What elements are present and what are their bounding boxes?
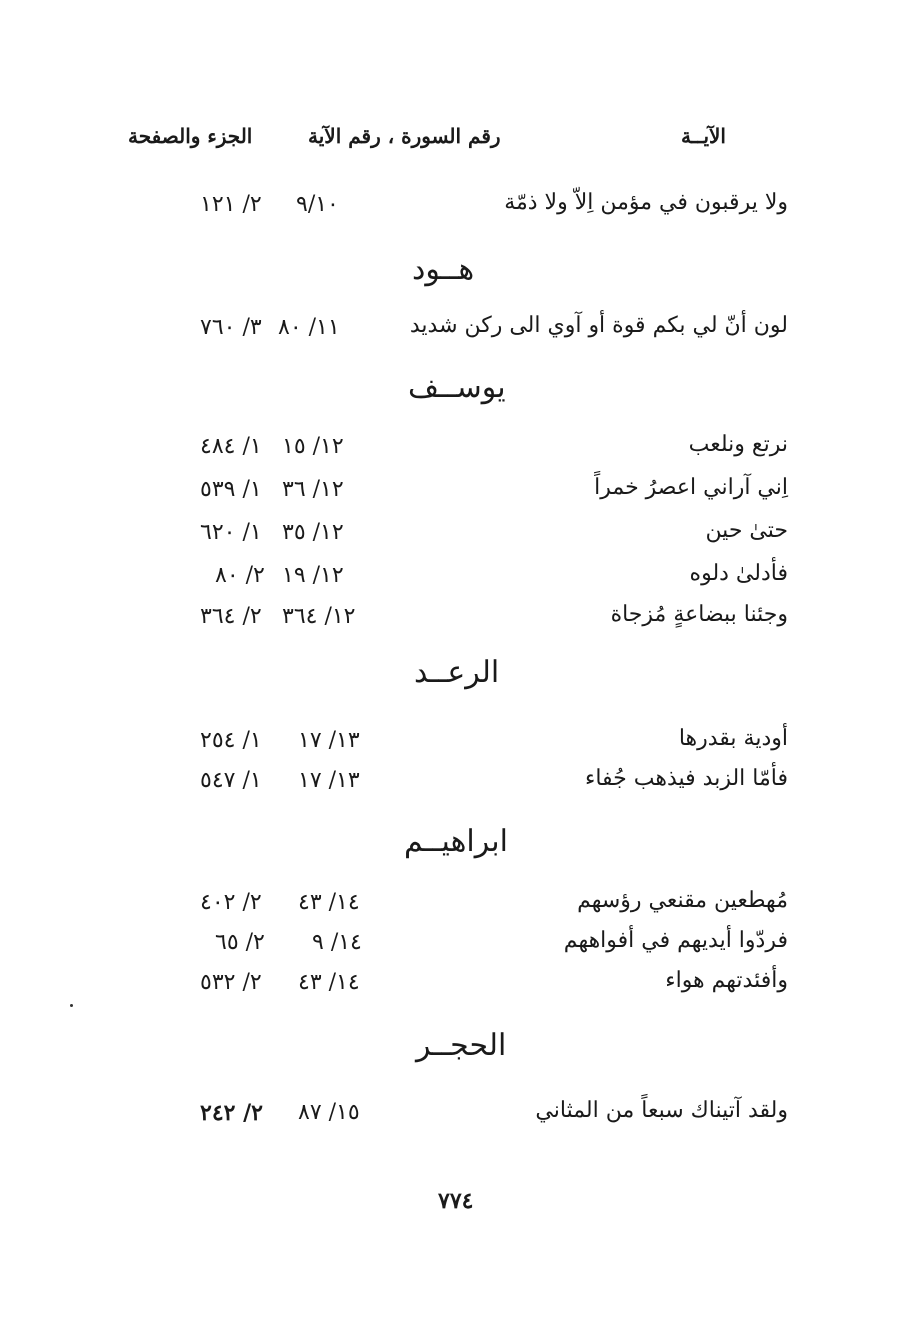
verse-text: فأمّا الزبد فيذهب جُفاء bbox=[585, 766, 788, 791]
header-ayah: الآيــة bbox=[681, 124, 726, 148]
sura-title-rad: الرعــد bbox=[414, 655, 500, 690]
verse-text: ولا يرقبون في مؤمن اِلاّ ولا ذمّة bbox=[504, 190, 788, 215]
verse-text: أودية بقدرها bbox=[678, 726, 788, 751]
sura-ayah-ref: ١٥/ ٨٧ bbox=[298, 1100, 360, 1125]
scan-speck bbox=[70, 1004, 73, 1007]
part-page-ref: ٢/ ٤٠٢ bbox=[200, 890, 262, 915]
sura-title-hud: هــود bbox=[412, 252, 475, 287]
sura-ayah-ref: ٩/١٠ bbox=[296, 192, 339, 217]
part-page-ref: ١/ ٦٢٠ bbox=[200, 520, 262, 545]
part-page-ref: ١/ ٢٥٤ bbox=[200, 728, 262, 753]
part-page-ref: ٢/ ١٢١ bbox=[200, 192, 262, 217]
verse-text: فأدلىٰ دلوه bbox=[689, 561, 788, 586]
part-page-ref: ١/ ٥٤٧ bbox=[200, 768, 262, 793]
part-page-ref: ١/ ٤٨٤ bbox=[200, 434, 262, 459]
sura-ayah-ref: ١٣/ ١٧ bbox=[298, 768, 360, 793]
verse-text: ولقد آتيناك سبعاً من المثاني bbox=[535, 1098, 788, 1123]
sura-ayah-ref: ١٢/ ٣٥ bbox=[282, 520, 344, 545]
part-page-ref: ٢/ ٣٦٤ bbox=[200, 604, 262, 629]
sura-title-yusuf: يوســف bbox=[408, 370, 506, 405]
verse-text: لون أنّ لي بكم قوة أو آوي الى ركن شديد bbox=[409, 313, 788, 338]
sura-ayah-ref: ١٤/ ٩ bbox=[312, 930, 362, 955]
part-page-ref: ٢/ ٥٣٢ bbox=[200, 970, 262, 995]
sura-ayah-ref: ١٢/ ٣٦ bbox=[282, 477, 344, 502]
sura-ayah-ref: ١٢/ ١٩ bbox=[282, 563, 344, 588]
sura-ayah-ref: ١٤/ ٤٣ bbox=[298, 970, 360, 995]
verse-text: نرتع ونلعب bbox=[688, 432, 788, 457]
sura-ayah-ref: ١٤/ ٤٣ bbox=[298, 890, 360, 915]
part-page-ref: ٢/ ٢٤٢ bbox=[200, 1100, 263, 1126]
part-page-ref: ٣/ ٧٦٠ bbox=[200, 315, 262, 340]
page-number: ٧٧٤ bbox=[438, 1188, 474, 1214]
sura-title-ibrahim: ابراهيــم bbox=[404, 824, 508, 859]
sura-ayah-ref: ١١/ ٨٠ bbox=[278, 315, 340, 340]
verse-text: مُهطعين مقنعي رؤسهم bbox=[577, 888, 788, 913]
sura-title-hijr: الحجــر bbox=[416, 1028, 507, 1063]
part-page-ref: ٢/ ٨٠ bbox=[215, 563, 265, 588]
verse-text: فردّوا أيديهم في أفواههم bbox=[563, 928, 788, 953]
verse-text: حتىٰ حين bbox=[705, 518, 788, 543]
verse-text: وأفئدتهم هواء bbox=[665, 968, 788, 993]
verse-text: وجئنا ببضاعةٍ مُزجاة bbox=[610, 602, 788, 627]
sura-ayah-ref: ١٢/ ١٥ bbox=[282, 434, 344, 459]
verse-text: اِني آراني اعصرُ خمراً bbox=[594, 475, 788, 500]
sura-ayah-ref: ١٣/ ١٧ bbox=[298, 728, 360, 753]
sura-ayah-ref: ١٢/ ٣٦٤ bbox=[282, 604, 356, 629]
header-sura-ayah: رقم السورة ، رقم الآية bbox=[308, 124, 501, 148]
part-page-ref: ٢/ ٦٥ bbox=[215, 930, 265, 955]
header-part-page: الجزء والصفحة bbox=[128, 124, 253, 148]
part-page-ref: ١/ ٥٣٩ bbox=[200, 477, 262, 502]
